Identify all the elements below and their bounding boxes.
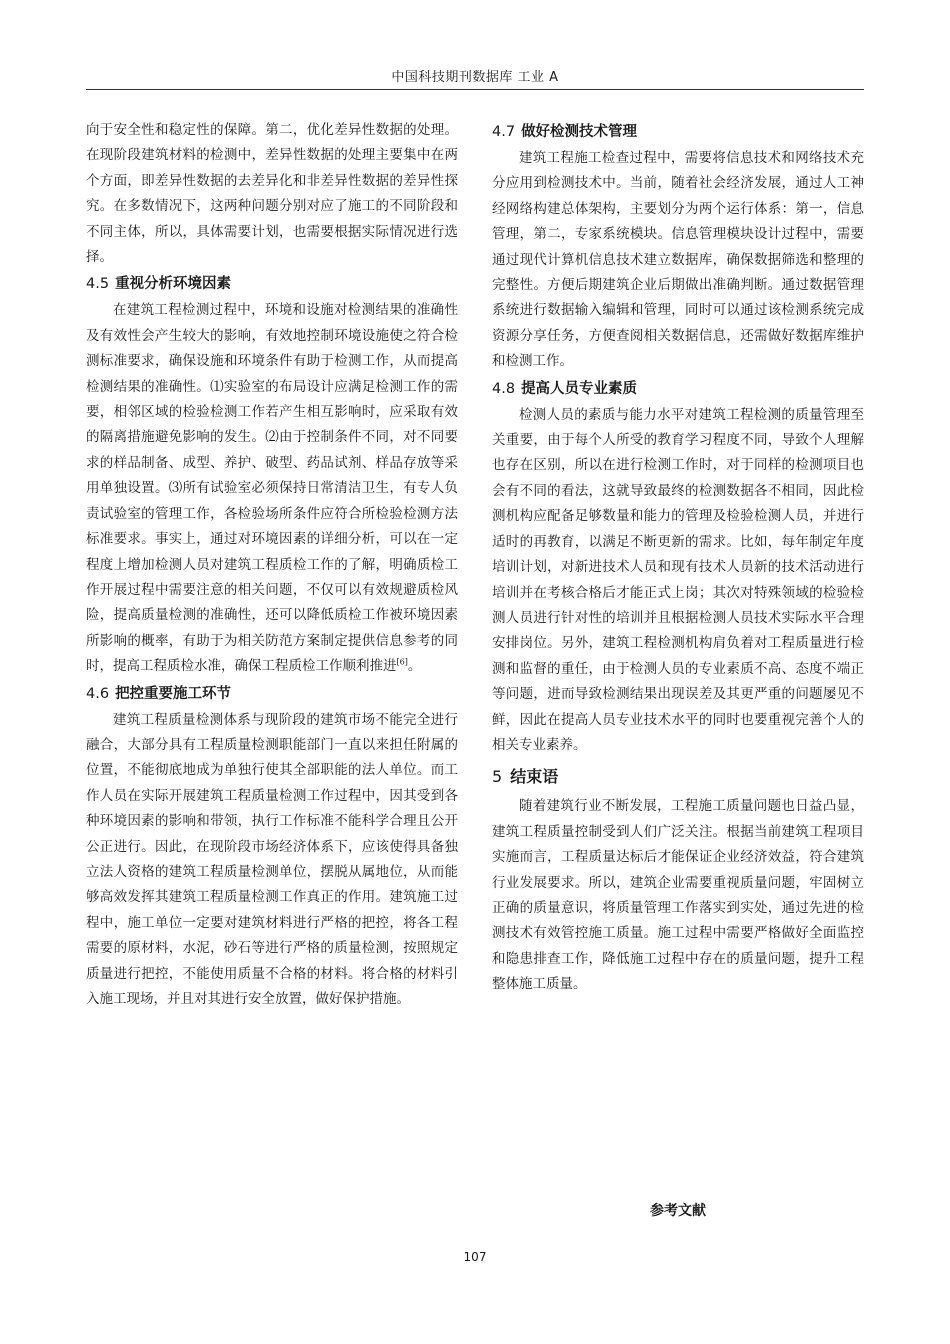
section-title: 把控重要施工环节: [115, 685, 232, 702]
section-4-6-heading: [86, 680, 458, 708]
section-number: 4.7: [492, 124, 516, 140]
paragraph-text: 在建筑工程检测过程中，环境和设施对检测结果的准确性及有效性会产生较大的影响，有效地控制环境设施使之符合检测标准要求，确保设施和环境条件有助于检测工作，从而提高检测结果的准确性。⑴实验室的布局设计应满足检测工作的需要，相邻区域的检验检测工作若产生相互影响时，应采取有效的隔离措施避免影响的发生。⑵由于控制条件不同，对不同要求的样品制备、成型、养护、破型、药品试剂、样品存放等采用单独设置。⑶所有试验室必须保持日常清洁卫生，有专人负责试验室的管理工作，各检验场所条件应符合所检验检测方法标准要求。事实上，通过对环境因素的详细分析，可以在一定程度上增加检测人员对建筑工程质检工作的了解，明确质检工作开展过程中需要注意的相关问题，不仅可以有效规避质检风险，提高质量检测的准确性，还可以降低质检工作被环境因素所影响的概率，有助于为相关防范方案制定提供信息参考的同时，提高工程质检水准，确保工程质检工作顺利推进: [86, 302, 458, 675]
section-5-paragraph: 随着建筑行业不断发展，工程施工质量问题也日益凸显，建筑工程质量控制受到人们广泛关注。根据当前建筑工程项目实施而言，工程质量达标后才能保证企业经济效益，符合建筑行业发展要求。所以，建筑企业需要重视质量问题，牢固树立正确的质量意识，将质量管理工作落实到实处，通过先进的检测技术有效管控施工质量。施工过程中需要严格做好全面监控和隐患排查工作，降低施工过程中存在的质量问题，提升工程整体施工质量。: [492, 798, 864, 993]
section-number: 4.5: [86, 276, 110, 293]
continued-paragraph: 向于安全性和稳定性的保障。第二，优化差异性数据的处理。在现阶段建筑材料的检测中，差异性数据的处理主要集中在两个方面，即差异性数据的去差异化和非差异性数据的差异性探究。在多数情况下，这两种问题分别对应了施工的不同阶段和不同主体，所以，具体需要计划，也需要根据实际情况进行选择。: [86, 122, 458, 266]
section-title: 提高人员专业素质: [521, 380, 638, 397]
section-title: 结束语: [510, 767, 559, 787]
section-title: 重视分析环境因素: [115, 276, 232, 293]
section-number: 4.6: [86, 685, 110, 702]
section-4-5-heading: [86, 270, 458, 298]
section-title: 做好检测技术管理: [521, 124, 638, 140]
section-number: 4.8: [492, 380, 516, 397]
section-number: 5: [492, 767, 503, 787]
paragraph-end: 。: [407, 658, 422, 675]
section-4-7-heading: [492, 118, 864, 146]
citation-marker: [6]: [396, 657, 408, 667]
section-4-6-paragraph: 建筑工程质量检测体系与现阶段的建筑市场不能完全进行融合，大部分具有工程质量检测职能部门一直以来担任附属的位置，不能彻底地成为单独行使其全部职能的法人单位。而工作人员在实际开展建筑工程质量检测工作过程中，因其受到各种环境因素的影响和带领，执行工作标准不能科学合理且公开公正进行。因此，在现阶段市场经济体系下，应该使得具备独立法人资格的建筑工程质量检测单位，摆脱从属地位，从而能够高效发挥其建筑工程质量检测工作真正的作用。建筑施工过程中，施工单位一定要对建筑材料进行严格的把控，将各工程需要的原材料，水泥，砂石等进行严格的质量检测，按照规定质量进行把控，不能使用质量不合格的材料。将合格的材料引入施工现场，并且对其进行安全放置，做好保护措施。: [86, 711, 458, 1007]
journal-header: 中国科技期刊数据库 工业 A: [391, 70, 559, 85]
section-4-8-paragraph: 检测人员的素质与能力水平对建筑工程检测的质量管理至关重要，由于每个人所受的教育学习程度不同，导致个人理解也存在区别，所以在进行检测工作时，对于同样的检测项目也会有不同的看法，这就导致最终的检测数据各不相同，因此检测机构应配备足够数量和能力的管理及检验检测人员，并进行适时的再教育，以满足不断更新的需求。比如，每年制定年度培训计划，对新进技术人员和现有技术人员新的技术活动进行培训并在考核合格后才能正式上岗；其次对特殊领域的检验检测人员进行针对性的培训并且根据检测人员技术实际水平合理安排岗位。另外，建筑工程检测机构肩负着对工程质量进行检测和监督的重任，由于检测人员的专业素质不高、态度不端正等问题，进而导致检测结果出现误差及其更严重的问题屡见不鲜，因此在提高人员专业技术水平的同时也要重视完善个人的相关专业素养。: [492, 406, 864, 753]
header-rule: [86, 89, 864, 90]
section-5-heading: [492, 762, 864, 792]
references-heading: 参考文献: [650, 1203, 706, 1219]
right-column: [492, 118, 864, 998]
left-column: [86, 118, 458, 1012]
section-4-7-paragraph: 建筑工程施工检查过程中，需要将信息技术和网络技术充分应用到检测技术中。当前，随着社会经济发展，通过人工神经网络构建总体架构，主要划分为两个运行体系：第一，信息管理，第二，专家系统模块。信息管理模块设计过程中，需要通过现代计算机信息技术建立数据库，确保数据筛选和整理的完整性。方便后期建筑企业后期做出准确判断。通过数据管理系统进行数据输入编辑和管理，同时可以通过该检测系统完成资源分享任务，方便查阅相关数据信息，还需做好数据库维护和检测工作。: [492, 150, 864, 370]
section-4-8-heading: [492, 375, 864, 403]
section-4-5-paragraph: [86, 298, 458, 679]
page-number: 107: [463, 1250, 487, 1264]
